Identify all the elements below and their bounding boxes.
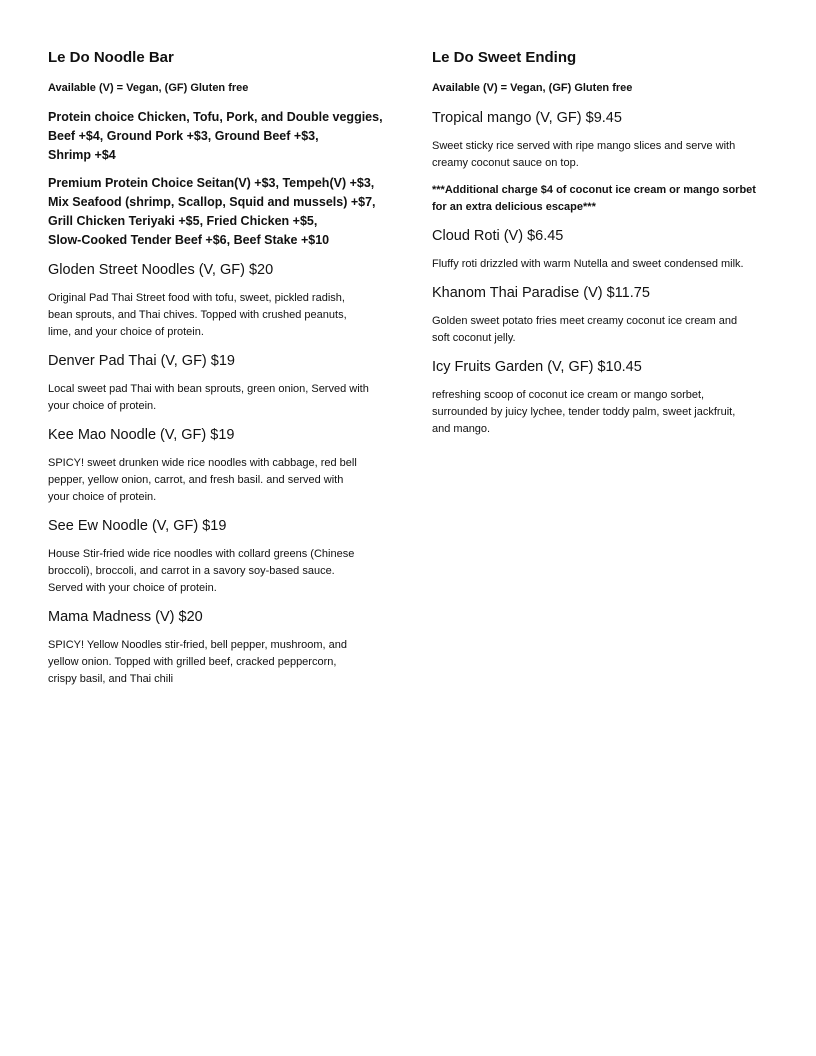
additional-charge-line: ***Additional charge $4 of coconut ice cream or mango sorbet [432,184,756,196]
menu-item-name: Mama Madness (V) $20 [48,608,203,625]
description-line: soft coconut jelly. [432,332,516,344]
description-line: bean sprouts, and Thai chives. Topped with crushed peanuts, [48,308,347,321]
description-line: crispy basil, and Thai chili [48,672,174,685]
menu-item-description [48,546,392,597]
protein-choice-line: Protein choice Chicken, Tofu, Pork, and Double veggies, [48,110,383,124]
menu-item-description [48,455,392,506]
description-line: your choice of protein. [48,399,157,412]
description-line: your choice of protein. [48,490,157,503]
premium-protein-line: Grill Chicken Teriyaki +$5, Fried Chicken +$5, [48,213,318,228]
description-line: surrounded by juicy lychee, tender toddy palm, sweet jackfruit, [432,406,736,418]
noodle-bar-availability: Available (V) = Vegan, (GF) Gluten free [48,82,249,94]
description-line: House Stir-fried wide rice noodles with collard greens (Chinese [48,547,355,560]
description-line: creamy coconut sauce on top. [432,157,579,169]
premium-protein-line: Mix Seafood (shrimp, Scallop, Squid and mussels) +$7, [48,195,376,210]
premium-protein-line: Slow-Cooked Tender Beef +$6, Beef Stake +$10 [48,232,330,247]
menu-item-name: See Ew Noodle (V, GF) $19 [48,517,227,534]
description-line: and mango. [432,423,491,435]
protein-choice-line: Beef +$4, Ground Pork +$3, Ground Beef +$3, [48,128,319,143]
menu-item-description [432,256,772,273]
description-line: SPICY! Yellow Noodles stir-fried, bell pepper, mushroom, and [48,638,347,651]
sweet-ending-column [432,48,772,448]
menu-item-name: Tropical mango (V, GF) $9.45 [432,110,622,126]
menu-item-description [48,381,392,415]
sweet-ending-availability: Available (V) = Vegan, (GF) Gluten free [432,82,633,94]
description-line: Golden sweet potato fries meet creamy coconut ice cream and [432,315,738,327]
description-line: Sweet sticky rice served with ripe mango slices and serve with [432,140,736,152]
menu-item [48,607,392,688]
description-line: Fluffy roti drizzled with warm Nutella and sweet condensed milk. [432,258,744,270]
protein-choice-line: Shrimp +$4 [48,147,116,162]
menu-item-description [48,637,392,688]
menu-item-name: Icy Fruits Garden (V, GF) $10.45 [432,359,642,375]
protein-choice [48,108,392,164]
description-line: lime, and your choice of protein. [48,325,204,338]
description-line: Local sweet pad Thai with bean sprouts, green onion, Served with [48,382,369,395]
menu-item-name: Kee Mao Noodle (V, GF) $19 [48,426,235,443]
menu-item-name: Gloden Street Noodles (V, GF) $20 [48,261,274,278]
premium-protein-choice [48,174,392,249]
menu-item [48,260,392,341]
menu-item [48,516,392,597]
premium-protein-line: Premium Protein Choice Seitan(V) +$3, Tempeh(V) +$3, [48,176,375,191]
menu-item [432,283,772,347]
menu-item-description [432,313,772,347]
menu-item-description [432,138,772,172]
description-line: SPICY! sweet drunken wide rice noodles with cabbage, red bell [48,456,357,469]
additional-charge-note [432,182,772,216]
noodle-bar-column [48,48,392,698]
menu-item-description [48,290,392,341]
description-line: Original Pad Thai Street food with tofu, sweet, pickled radish, [48,291,345,304]
menu-item-name: Khanom Thai Paradise (V) $11.75 [432,285,650,301]
description-line: Served with your choice of protein. [48,581,217,594]
sweet-ending-title: Le Do Sweet Ending [432,49,577,66]
menu-item-name: Denver Pad Thai (V, GF) $19 [48,352,235,369]
noodle-bar-title: Le Do Noodle Bar [48,49,174,66]
menu-item-name: Cloud Roti (V) $6.45 [432,228,564,244]
menu-item [432,108,772,172]
menu-item [48,425,392,506]
description-line: pepper, yellow onion, carrot, and fresh basil. and served with [48,473,344,486]
menu-item-description [432,387,772,438]
menu-item [432,357,772,438]
description-line: broccoli), broccoli, and carrot in a savory soy-based sauce. [48,564,335,577]
menu-item [432,226,772,273]
menu-item [48,351,392,415]
additional-charge-line: for an extra delicious escape*** [432,201,596,213]
description-line: refreshing scoop of coconut ice cream or mango sorbet, [432,389,705,401]
description-line: yellow onion. Topped with grilled beef, cracked peppercorn, [48,655,337,668]
